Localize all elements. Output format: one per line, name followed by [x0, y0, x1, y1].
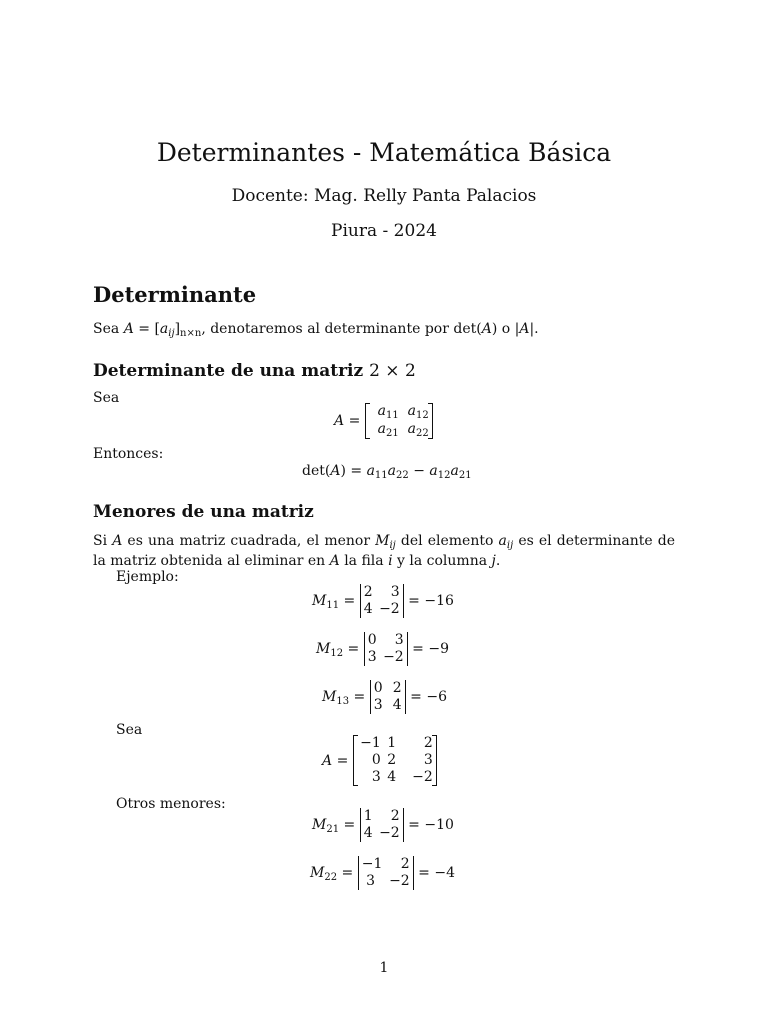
minor-m22: $M_{22}$ = −1 2 3 −2 = −4	[310, 856, 455, 889]
subsection-heading-menores: Menores de una matriz	[93, 502, 314, 522]
minor-m21-det: 1 2 4 −2	[360, 808, 404, 842]
page-number: 1	[379, 960, 389, 976]
matrix-2x2-equation: A = $a_{11}$ $a_{12}$ $a_{21}$ $a_{22}$	[334, 403, 433, 439]
minor-m13: $M_{13}$ = 0 2 3 4 = −6	[322, 680, 447, 713]
matrix-a-3x3: −1 1 2 0 2 3 3 4 −2	[353, 735, 437, 786]
subsection-heading-2x2-text: Determinante de una matriz	[93, 361, 364, 381]
minor-definition: Si A es una matriz cuadrada, el menor $M_{ij}$ del elemento $a_{ij}$ es el determinante de la matriz obtenida al eliminar en A la fila i y la columna j.	[93, 533, 676, 569]
sea-label-1: Sea	[93, 390, 120, 406]
minor-m21: $M_{21}$ = 1 2 4 −2 = −10	[312, 808, 454, 841]
ejemplo-label: Ejemplo:	[116, 569, 179, 585]
minor-m12-det: 0 3 3 −2	[364, 632, 408, 666]
determinant-definition: Sea $A = [a_{ij}]_{n\times n}$, denotaremos al determinante por det(A) o |A|.	[93, 321, 539, 339]
subsection-heading-2x2-math: 2 × 2	[369, 361, 416, 381]
entonces-label: Entonces:	[93, 446, 164, 462]
section-heading-determinante: Determinante	[93, 282, 257, 307]
matrix-a-3x3-equation: A = −1 1 2 0 2 3 3 4 −2	[322, 735, 437, 786]
place-year-line: Piura - 2024	[331, 221, 437, 241]
subsection-heading-2x2	[93, 361, 416, 381]
minor-m22-det: −1 2 3 −2	[358, 856, 414, 890]
matrix-2x2: $a_{11}$ $a_{12}$ $a_{21}$ $a_{22}$	[365, 403, 433, 439]
intro-suffix: , denotaremos al determinante por	[201, 321, 454, 337]
minor-m13-det: 0 2 3 4	[370, 680, 406, 714]
otros-menores-label: Otros menores:	[116, 796, 226, 812]
intro-prefix: Sea	[93, 321, 124, 337]
minor-m11: $M_{11}$ = 2 3 4 −2 = −16	[312, 584, 454, 617]
det-2x2-formula: $\det(A) = a_{11}a_{22} - a_{12}a_{21}$	[302, 463, 472, 481]
sea-label-2: Sea	[116, 722, 143, 738]
minor-m12: $M_{12}$ = 0 3 3 −2 = −9	[316, 632, 449, 665]
minor-m11-det: 2 3 4 −2	[360, 584, 404, 618]
document-title: Determinantes - Matemática Básica	[156, 138, 612, 167]
author-line: Docente: Mag. Relly Panta Palacios	[231, 186, 537, 206]
